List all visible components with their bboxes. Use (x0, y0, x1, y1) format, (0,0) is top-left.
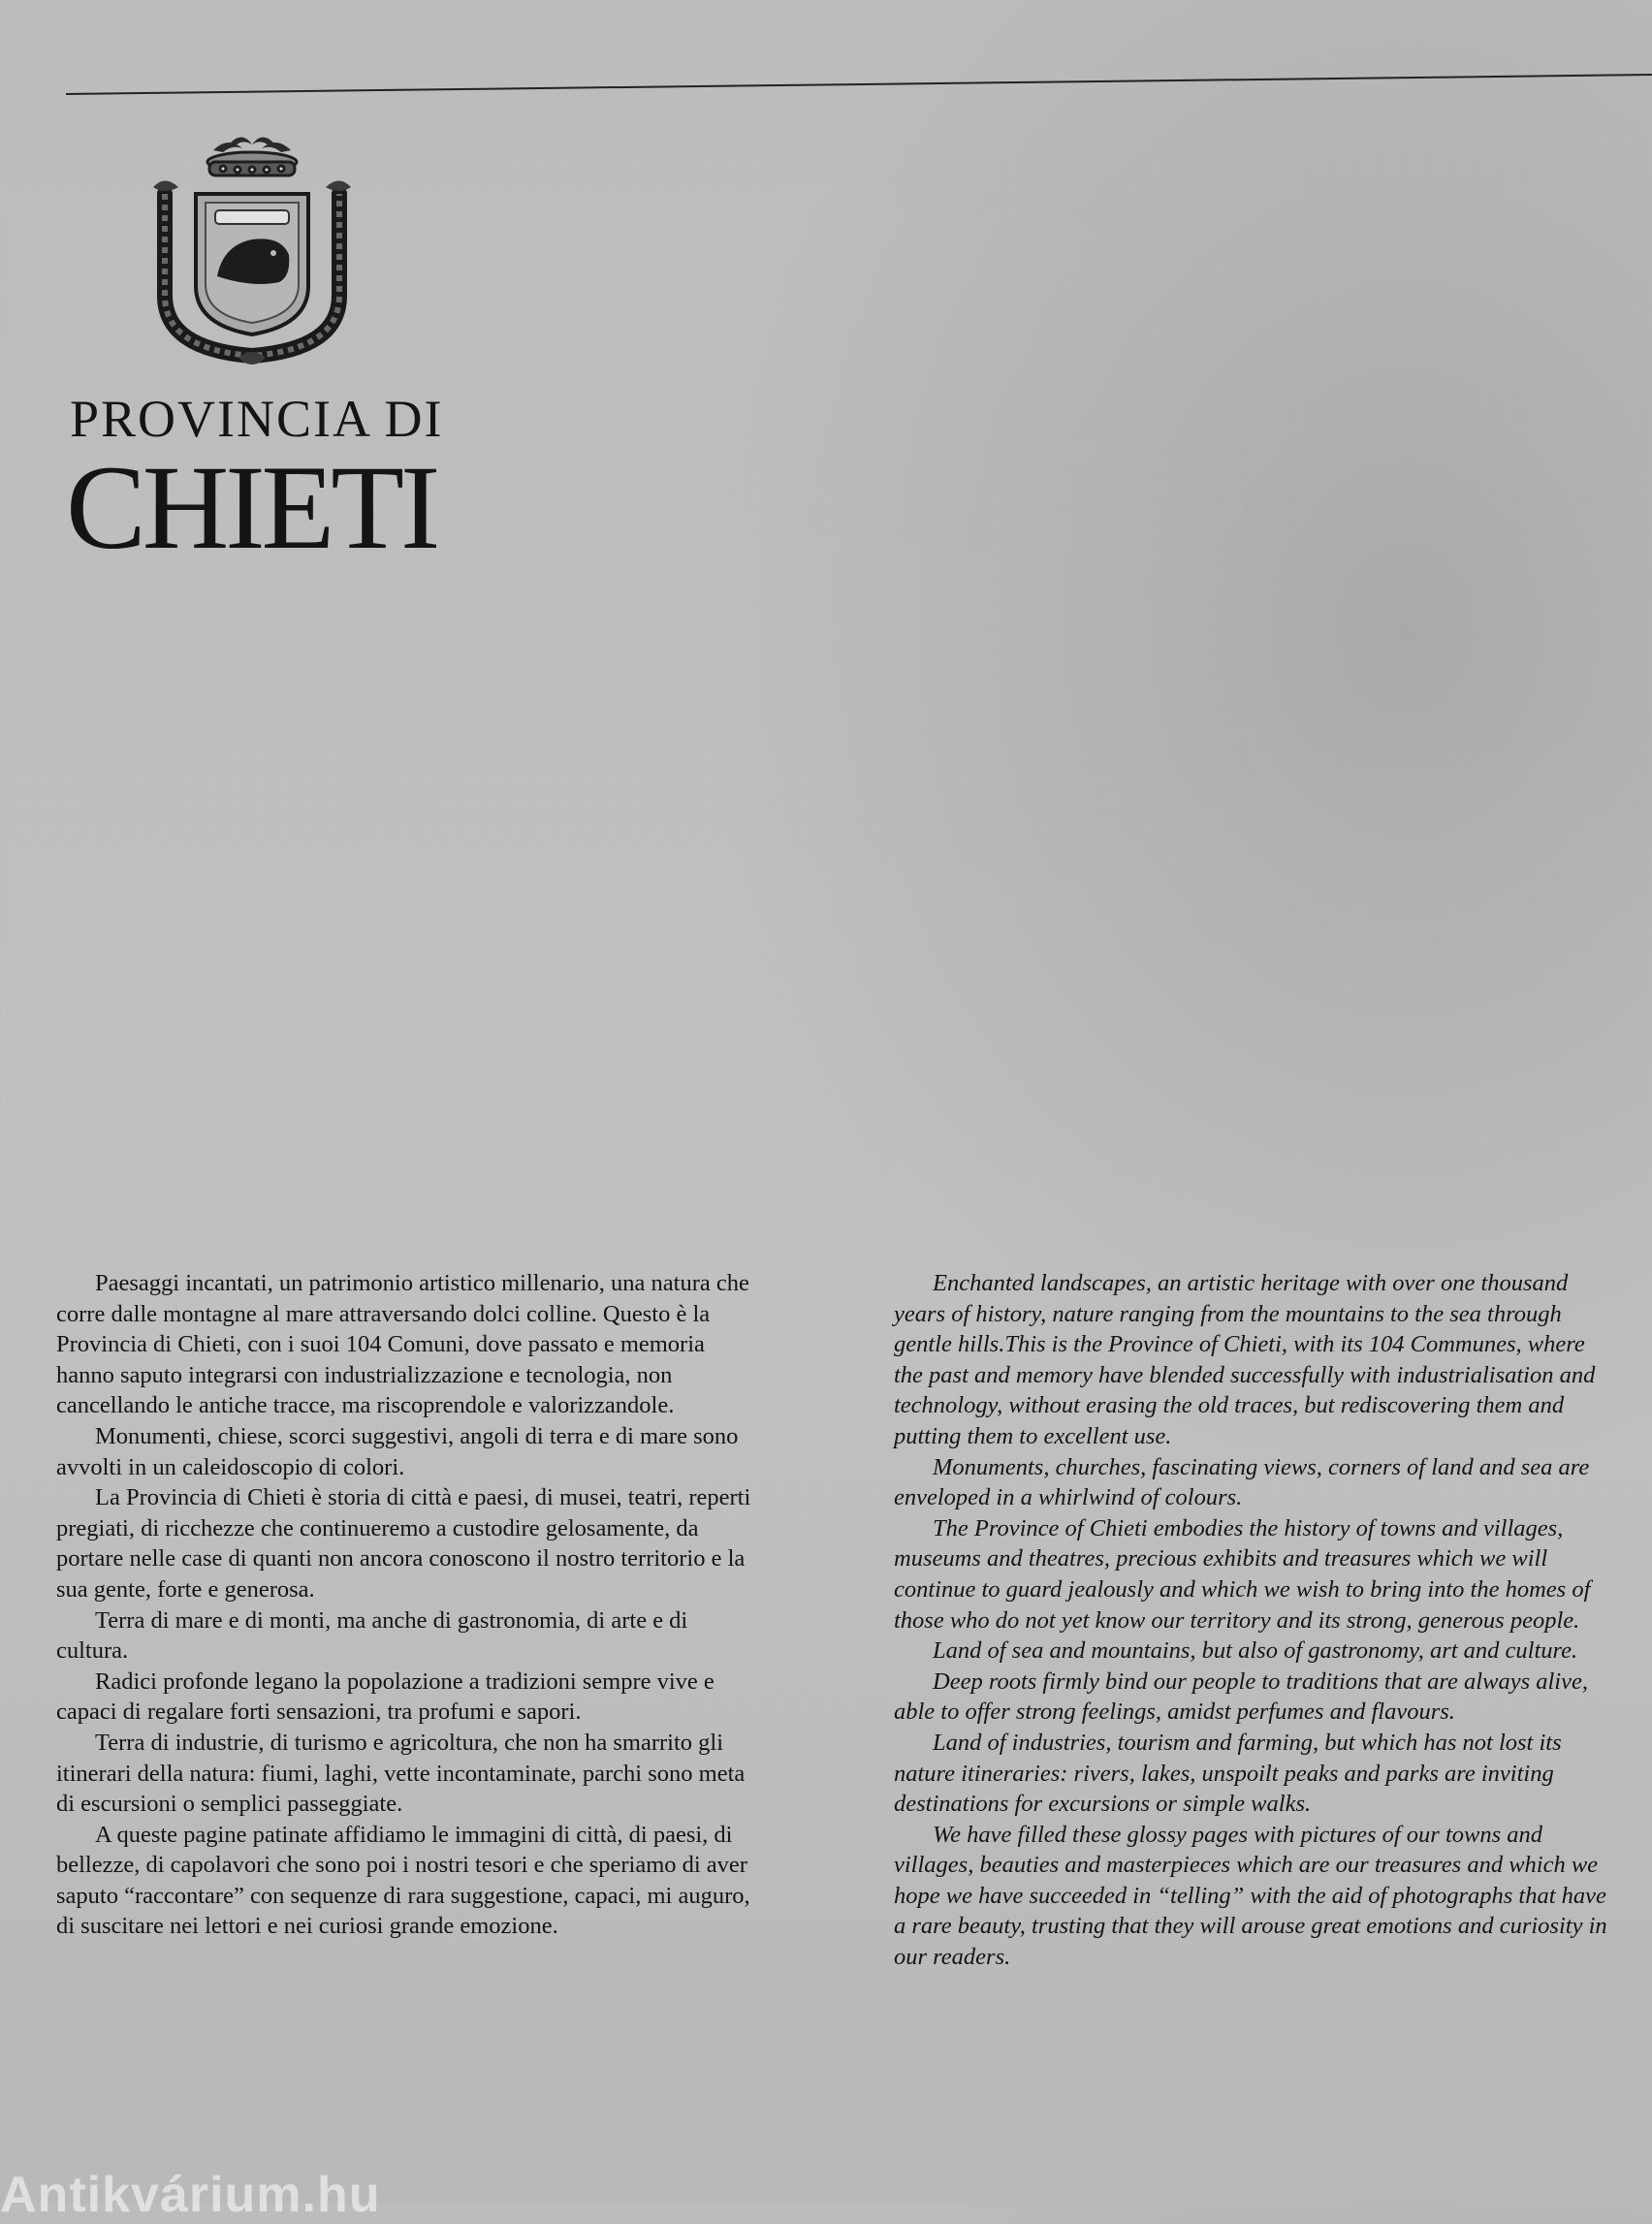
title-province-of: PROVINCIA DI (70, 390, 444, 448)
english-paragraph: Land of sea and mountains, but also of gastronomy, art and culture. (933, 1637, 1578, 1665)
italian-paragraph: Terra di mare e di monti, ma anche di gastronomia, di arte e di cultura. (56, 1606, 688, 1665)
english-paragraph: Land of industries, tourism and farming, but which has not lost its nature itineraries: rivers, lakes, unspoilt peaks and parks are inviting destinations for excursions or simple walks. (894, 1729, 1562, 1818)
english-paragraph: We have filled these glossy pages with pictures of our towns and villages, beauties and masterpieces which are our treasures and which we hope we have succeeded in “telling” with the aid of photographs that have a rare beauty, trusting that they will arouse great emotions and curiosity in our readers. (894, 1821, 1607, 1971)
italian-paragraph: Paesaggi incantati, un patrimonio artistico millenario, una natura che corre dalle montagne al mare attraversando dolci colline. Questo è la Provincia di Chieti, con i suoi 104 Comuni, dove passato e memoria hanno saputo integrarsi con industrializzazione e tecnologia, non cancellando le antiche tracce, ma riscoprendole e valorizzandole. (56, 1270, 749, 1419)
italian-paragraph: Radici profonde legano la popolazione a tradizioni sempre vive e capaci di regalare forti sensazioni, tra profumi e sapori. (56, 1668, 715, 1726)
english-paragraph: Monuments, churches, fascinating views, corners of land and sea are enveloped in a whirlwind of colours. (894, 1453, 1590, 1511)
top-rule (66, 74, 1652, 95)
italian-paragraph: Monumenti, chiese, scorci suggestivi, angoli di terra e di mare sono avvolti in un caleidoscopio di colori. (56, 1422, 739, 1480)
english-paragraph: Enchanted landscapes, an artistic heritage with over one thousand years of history, nature ranging from the mountains to the sea through gentle hills.This is the Province of Chieti, with its 104 Communes, where the past and memory have blended successfully with industrialisation and technology, without erasing the old traces, but rediscovering them and putting them to excellent use. (894, 1270, 1596, 1449)
italian-paragraph: Terra di industrie, di turismo e agricoltura, che non ha smarrito gli itinerari della natura: fiumi, laghi, vette incontaminate, parchi sono meta di escursioni o semplici passeggiate. (56, 1729, 746, 1818)
english-paragraph: The Province of Chieti embodies the history of towns and villages, museums and theatres, precious exhibits and treasures which we will continue to guard jealously and which we wish to bring into the homes of those who do not yet know our territory and its strong, generous people. (894, 1514, 1591, 1634)
italian-paragraph: A queste pagine patinate affidiamo le immagini di città, di paesi, di bellezze, di capolavori che sono poi i nostri tesori e che speriamo di aver saputo “raccontare” con sequenze di rara suggestione, capaci, mi auguro, di suscitare nei lettori e nei curiosi grande emozione. (56, 1821, 750, 1940)
coat-of-arms-emblem (145, 131, 359, 373)
italian-text-column (56, 1268, 754, 1942)
crown-leaves (213, 137, 291, 152)
shield-scroll (215, 210, 289, 224)
title-chieti: CHIETI (66, 441, 437, 574)
italian-paragraph: La Provincia di Chieti è storia di città e paesi, di musei, teatri, reperti pregiati, di ricchezze che continueremo a custodire gelosamente, da portare nelle case di quanti non ancora conoscono il nostro territorio e la sua gente, forte e generosa. (56, 1484, 751, 1603)
crown (207, 152, 297, 175)
english-text-column (894, 1268, 1619, 1973)
watermark: Antikvárium.hu (0, 2167, 381, 2223)
english-paragraph: Deep roots firmly bind our people to traditions that are always alive, able to offer strong feelings, amidst perfumes and flavours. (894, 1668, 1588, 1726)
